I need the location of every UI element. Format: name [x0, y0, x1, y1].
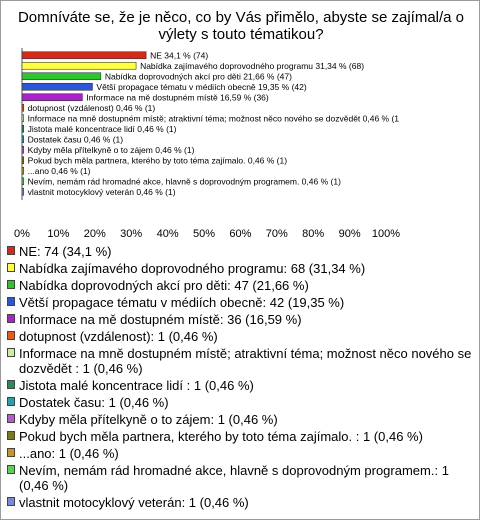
legend-label: vlastnit motocyklový veterán: 1 (0,46 %)	[19, 495, 249, 510]
x-tick-label: 30%	[120, 228, 143, 240]
bar-data-label: Informace na mně dostupném místě; atraktivní téma; možnost něco nového se dozvědět 0,46 % (1	[27, 113, 400, 124]
legend-label: Větší propagace tématu v médiích obecně: 42 (19,35 %)	[19, 295, 345, 310]
legend-label: Jistota malé koncentrace lidí : 1 (0,46 %)	[19, 378, 254, 393]
bar-data-label: Nevím, nemám rád hromadné akce, hlavně s doprovodným programem. 0,46 % (1)	[27, 176, 341, 187]
x-tick-label: 100%	[371, 228, 401, 240]
legend-item	[7, 278, 475, 293]
legend-swatch	[7, 331, 15, 340]
bar-data-label: Nabídka doprovodných akcí pro děti 21,66 % (47)	[104, 71, 292, 82]
bar	[22, 157, 24, 164]
legend-swatch	[7, 380, 15, 389]
legend-item	[7, 329, 475, 344]
legend-label: Informace na mně dostupném místě; atraktivní téma; možnost něco nového se dozvědět : 1 (0,46 %)	[19, 346, 472, 376]
legend-item	[7, 312, 475, 327]
legend-item	[7, 261, 475, 276]
legend-item	[7, 346, 475, 376]
legend-label: Informace na mě dostupném místě: 36 (16,59 %)	[19, 312, 302, 327]
bar-data-label: ...ano 0,46 % (1)	[27, 165, 91, 176]
legend-swatch	[7, 314, 15, 323]
bar	[22, 52, 146, 59]
legend-label: NE: 74 (34,1 %)	[19, 244, 112, 259]
x-tick-label: 20%	[83, 228, 106, 240]
x-tick-label: 50%	[192, 228, 216, 240]
chart-title: Domníváte se, že je něco, co by Vás přimělo, abyste se zajímal/a o výlety s touto tématikou?	[17, 9, 465, 43]
legend-label: Pokud bych měla partnera, kterého by toto téma zajímalo. : 1 (0,46 %)	[19, 429, 423, 444]
x-tick-label: 70%	[265, 228, 288, 240]
legend-label: Nevím, nemám rád hromadné akce, hlavně s doprovodným programem.: 1 (0,46 %)	[19, 463, 449, 493]
legend-label: Dostatek času: 1 (0,46 %)	[19, 395, 169, 410]
legend-item	[7, 463, 475, 493]
bar	[22, 94, 82, 101]
bar-data-label: Informace na mě dostupném místě 16,59 % (36)	[86, 92, 269, 103]
bar-data-label: NE 34,1 % (74)	[150, 50, 209, 61]
legend-swatch	[7, 348, 15, 357]
legend-label: Nabídka doprovodných akcí pro děti: 47 (21,66 %)	[19, 278, 309, 293]
bar	[22, 115, 24, 122]
legend-swatch	[7, 246, 15, 255]
x-tick-label: 80%	[302, 228, 325, 240]
bar-data-label: Nabídka zajímavého doprovodného programu 31,34 % (68)	[140, 60, 365, 71]
legend-swatch	[7, 448, 15, 457]
legend-swatch	[7, 465, 15, 474]
x-tick-label: 90%	[338, 228, 361, 240]
legend-item	[7, 295, 475, 310]
bar-data-label: Dostatek času 0,46 % (1)	[27, 134, 124, 145]
x-tick-label: 40%	[156, 228, 179, 240]
legend-swatch	[7, 263, 15, 272]
bar	[22, 125, 24, 132]
bar	[22, 178, 24, 185]
legend-swatch	[7, 414, 15, 423]
bar	[22, 136, 24, 143]
legend-swatch	[7, 280, 15, 289]
bar-chart-plot	[1, 1, 479, 241]
legend-label: dotupnost (vzdálenost): 1 (0,46 %)	[19, 329, 218, 344]
legend-item	[7, 446, 475, 461]
bar-data-label: vlastnit motocyklový veterán 0,46 % (1)	[27, 186, 176, 197]
legend-item	[7, 378, 475, 393]
bar	[22, 167, 24, 174]
x-tick-label: 60%	[229, 228, 252, 240]
x-tick-label: 10%	[47, 228, 70, 240]
bar	[22, 146, 24, 153]
legend-item	[7, 244, 475, 259]
legend-swatch	[7, 297, 15, 306]
legend-item	[7, 495, 475, 510]
bar	[22, 83, 92, 90]
bar-data-label: dotupnost (vzdálenost) 0,46 % (1)	[27, 102, 156, 113]
legend-label: Kdyby měla přítelkyně o to zájem: 1 (0,46 %)	[19, 412, 278, 427]
bar-data-label: Kdyby měla přítelkyně o to zájem 0,46 % (1)	[27, 144, 195, 155]
legend-swatch	[7, 397, 15, 406]
legend-swatch	[7, 497, 15, 506]
x-tick-label: 0%	[14, 228, 30, 240]
bar-data-label: Jistota malé koncentrace lidí 0,46 % (1)	[27, 123, 177, 134]
bar-data-label: Větší propagace tématu v médiích obecně 19,35 % (42)	[96, 81, 307, 92]
bar	[22, 73, 101, 80]
legend-swatch	[7, 431, 15, 440]
chart-legend	[7, 244, 475, 512]
legend-label: Nabídka zajímavého doprovodného programu: 68 (31,34 %)	[19, 261, 366, 276]
legend-item	[7, 412, 475, 427]
legend-item	[7, 429, 475, 444]
bar	[22, 62, 136, 69]
legend-item	[7, 395, 475, 410]
bar	[22, 188, 24, 195]
legend-label: ...ano: 1 (0,46 %)	[19, 446, 119, 461]
bar-data-label: Pokud bych měla partnera, kterého by toto téma zajímalo. 0,46 % (1)	[27, 155, 288, 166]
bar	[22, 104, 24, 111]
